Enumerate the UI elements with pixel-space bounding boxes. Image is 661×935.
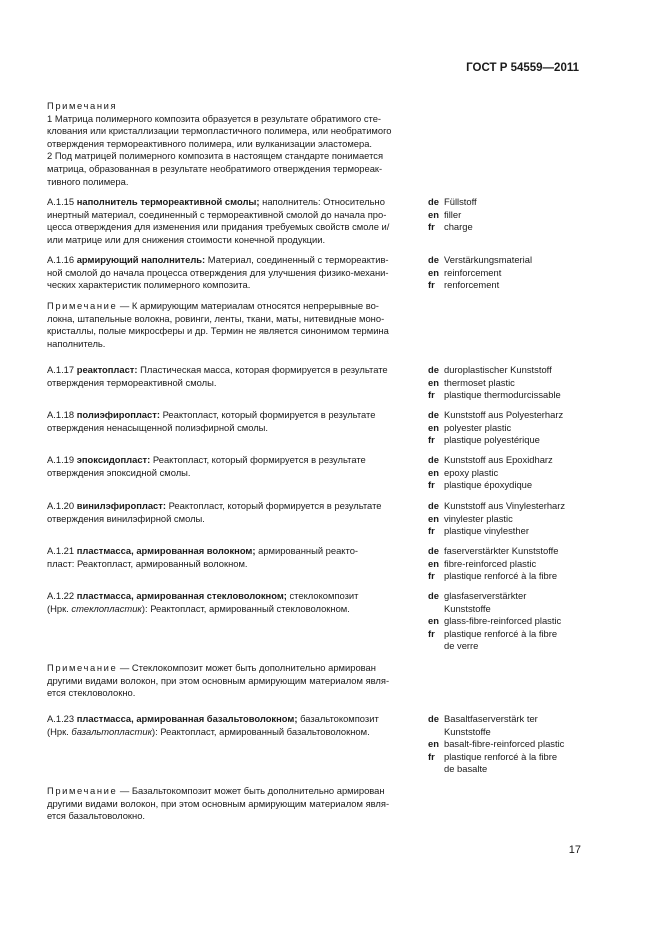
language-code: de: [428, 590, 439, 601]
term-line: А.1.18 полиэфиропласт: Реактопласт, который формируется в результате: [47, 409, 376, 420]
term-line: (Нрк. базальтопластик): Реактопласт, армированный базальтоволокном.: [47, 725, 370, 737]
term-line: цесса отверждения для изменения или придания требуемых свойств смоле и/: [47, 221, 390, 233]
term-a1-19: [47, 454, 417, 479]
translation-row: [428, 479, 603, 492]
term-name: армирующий наполнитель:: [76, 254, 206, 265]
translation-text: vinylester plastic: [444, 512, 513, 524]
language-code: fr: [428, 389, 435, 401]
note-line: Примечание — Стеклокомпозит может быть дополнительно армирован: [47, 662, 376, 673]
translation-text: de verre: [444, 640, 479, 652]
language-code: de: [428, 454, 439, 465]
language-code: fr: [428, 221, 435, 233]
language-code: en: [428, 421, 439, 433]
translation-row: [428, 434, 603, 447]
translation-text: de basalte: [444, 763, 488, 775]
translation-row: [428, 209, 603, 222]
translation-text: Kunststoffe: [444, 725, 491, 737]
term-line: А.1.22 пластмасса, армированная стекловолокном; стеклокомпозит: [47, 590, 359, 601]
language-code: fr: [428, 627, 435, 639]
translation-text: Füllstoff: [444, 196, 477, 207]
note-line: наполнитель.: [47, 337, 106, 349]
term-a1-22: [47, 590, 417, 615]
note-line: 1 Матрица полимерного композита образуется в результате обратимого сте-: [47, 112, 382, 124]
translation-row: [428, 640, 603, 653]
translation-text: glass-fibre-reinforced plastic: [444, 615, 562, 627]
term-line: А.1.19 эпоксидопласт: Реактопласт, который формируется в результате: [47, 454, 366, 465]
term-line: (Нрк. стеклопластик): Реактопласт, армированный стекловолокном.: [47, 602, 350, 614]
translation-row: [428, 615, 603, 628]
language-code: en: [428, 512, 439, 524]
translation-text: Kunststoff aus Epoxidharz: [444, 454, 553, 465]
translation-row: [428, 628, 603, 641]
language-code: de: [428, 713, 439, 724]
term-name: эпоксидопласт:: [76, 454, 151, 465]
translation-row: [428, 751, 603, 764]
term-a1-17: [47, 364, 417, 389]
term-name: наполнитель термореактивной смолы;: [76, 196, 260, 207]
language-code: en: [428, 208, 439, 220]
translation-row: [428, 467, 603, 480]
translation-text: duroplastischer Kunststoff: [444, 364, 552, 375]
notes-top: [47, 100, 417, 188]
translation-row: [428, 267, 603, 280]
translation-text: plastique renforcé à la fibre: [444, 750, 558, 762]
translation-text: fibre-reinforced plastic: [444, 557, 537, 569]
translation-text: filler: [444, 208, 462, 220]
translation-text: Kunststoff aus Polyesterharz: [444, 409, 564, 420]
term-line: ной смолой до начала процесса отверждения для улучшения физико-механи-: [47, 266, 389, 278]
translations-a1-15: [428, 196, 603, 234]
translation-row: [428, 570, 603, 583]
translation-text: charge: [444, 221, 473, 233]
document-id: ГОСТ Р 54559—2011: [466, 62, 579, 74]
language-code: [428, 640, 444, 653]
term-name: пластмасса, армированная базальтоволокном;: [76, 713, 298, 724]
note-line: ется стекловолокно.: [47, 687, 136, 699]
note-a1-23: [47, 785, 417, 823]
language-code: fr: [428, 434, 435, 446]
translation-text: faserverstärkter Kunststoffe: [444, 545, 559, 556]
term-line: отверждения термореактивной смолы.: [47, 376, 217, 388]
translation-row: [428, 196, 603, 209]
language-code: de: [428, 254, 439, 265]
term-line: отверждения винилэфирной смолы.: [47, 512, 205, 524]
language-code: fr: [428, 279, 435, 291]
term-a1-15: [47, 196, 417, 246]
language-code: en: [428, 557, 439, 569]
term-line: А.1.17 реактопласт: Пластическая масса, которая формируется в результате: [47, 364, 388, 375]
language-code: fr: [428, 525, 435, 537]
translation-row: [428, 500, 603, 513]
translation-text: thermoset plastic: [444, 376, 515, 388]
translation-text: Basaltfaserverstärk ter: [444, 713, 538, 724]
language-code: de: [428, 364, 439, 375]
language-code: en: [428, 376, 439, 388]
language-code: en: [428, 266, 439, 278]
term-a1-23: [47, 713, 417, 738]
term-name: полиэфиропласт:: [76, 409, 160, 420]
translation-text: plastique époxydique: [444, 479, 533, 491]
translations-a1-18: [428, 409, 603, 447]
term-line: ческих характеристик полимерного композита.: [47, 279, 251, 291]
term-line: инертный материал, соединенный с термореактивной смолой до начала про-: [47, 208, 387, 220]
translation-text: plastique renforcé à la fibre: [444, 570, 558, 582]
note-line: другими видами волокон, при этом основным армирующим материалом явля-: [47, 674, 390, 686]
note-line: ется базальтоволокно.: [47, 810, 146, 822]
note-line: клования или кристаллизации термопластичного полимера, или необратимого: [47, 125, 392, 137]
translation-text: plastique polyestérique: [444, 434, 540, 446]
note-line: тивного полимера.: [47, 175, 129, 187]
translations-a1-22: [428, 590, 603, 653]
language-code: de: [428, 409, 439, 420]
translation-text: polyester plastic: [444, 421, 512, 433]
language-code: en: [428, 738, 439, 750]
term-name: пластмасса, армированная стекловолокном;: [76, 590, 287, 601]
note-line: 2 Под матрицей полимерного композита в настоящем стандарте понимается: [47, 150, 384, 162]
note-line: Примечание — Базальтокомпозит может быть дополнительно армирован: [47, 785, 385, 796]
translation-row: [428, 454, 603, 467]
translation-text: plastique thermodurcissable: [444, 389, 561, 401]
language-code: de: [428, 545, 439, 556]
translation-row: [428, 525, 603, 538]
page-number: 17: [568, 844, 581, 856]
translation-text: basalt-fibre-reinforced plastic: [444, 738, 565, 750]
language-code: [428, 726, 444, 739]
note-line: другими видами волокон, при этом основным армирующим материалом явля-: [47, 797, 390, 809]
translation-text: Kunststoffe: [444, 602, 491, 614]
translation-row: [428, 377, 603, 390]
language-code: en: [428, 615, 439, 627]
language-code: fr: [428, 750, 435, 762]
translation-text: renforcement: [444, 279, 500, 291]
translations-a1-16: [428, 254, 603, 292]
translations-a1-19: [428, 454, 603, 492]
term-name: реактопласт:: [76, 364, 138, 375]
translation-row: [428, 422, 603, 435]
language-code: [428, 763, 444, 776]
term-a1-18: [47, 409, 417, 434]
notes-heading: Примечания: [47, 100, 118, 111]
term-line: отверждения ненасыщенной полиэфирной смолы.: [47, 421, 269, 433]
note-line: кристаллы, полые микросферы и др. Термин не является синонимом термина: [47, 325, 389, 337]
translation-text: epoxy plastic: [444, 466, 499, 478]
term-a1-16: [47, 254, 417, 292]
translation-row: [428, 726, 603, 739]
translation-row: [428, 389, 603, 402]
translation-row: [428, 763, 603, 776]
term-line: А.1.23 пластмасса, армированная базальтоволокном; базальтокомпозит: [47, 713, 379, 724]
term-line: А.1.16 армирующий наполнитель: Материал, соединенный с термореактив-: [47, 254, 389, 265]
translation-row: [428, 558, 603, 571]
term-line: А.1.20 винилэфиропласт: Реактопласт, который формируется в результате: [47, 500, 382, 511]
note-line: локна, штапельные волокна, ровинги, ленты, ткани, маты, нитевидные моно-: [47, 312, 385, 324]
translation-text: Kunststoff aus Vinylesterharz: [444, 500, 566, 511]
translations-a1-20: [428, 500, 603, 538]
language-code: de: [428, 196, 439, 207]
translation-row: [428, 713, 603, 726]
note-line: отверждения термореактивного полимера, или вулканизации эластомера.: [47, 137, 373, 149]
translation-text: glasfaserverstärkter: [444, 590, 527, 601]
term-name: винилэфиропласт:: [76, 500, 166, 511]
language-code: [428, 603, 444, 616]
translations-a1-21: [428, 545, 603, 583]
language-code: fr: [428, 570, 435, 582]
language-code: de: [428, 500, 439, 511]
note-a1-16: [47, 300, 417, 350]
language-code: en: [428, 466, 439, 478]
translation-row: [428, 364, 603, 377]
translation-text: plastique vinylesther: [444, 525, 529, 537]
translation-row: [428, 409, 603, 422]
term-line: А.1.21 пластмасса, армированная волокном; армированный реакто-: [47, 545, 359, 556]
note-line: матрица, образованная в результате необратимого отверждения термореак-: [47, 162, 383, 174]
translations-a1-17: [428, 364, 603, 402]
translation-text: reinforcement: [444, 266, 502, 278]
translation-row: [428, 545, 603, 558]
translation-row: [428, 738, 603, 751]
term-line: или матрице или для снижения стоимости конечной продукции.: [47, 233, 326, 245]
translation-row: [428, 603, 603, 616]
term-a1-20: [47, 500, 417, 525]
translation-row: [428, 590, 603, 603]
translation-text: Verstärkungsmaterial: [444, 254, 533, 265]
translation-row: [428, 254, 603, 267]
translation-row: [428, 513, 603, 526]
language-code: fr: [428, 479, 435, 491]
translation-row: [428, 221, 603, 234]
note-line: Примечание — К армирующим материалам относятся непрерывные во-: [47, 300, 379, 311]
translation-text: plastique renforcé à la fibre: [444, 627, 558, 639]
term-line: отверждения эпоксидной смолы.: [47, 466, 191, 478]
translation-row: [428, 279, 603, 292]
term-a1-21: [47, 545, 417, 570]
term-line: пласт: Реактопласт, армированный волокном.: [47, 557, 248, 569]
translations-a1-23: [428, 713, 603, 776]
term-name: пластмасса, армированная волокном;: [76, 545, 256, 556]
note-a1-22: [47, 662, 417, 700]
term-line: А.1.15 наполнитель термореактивной смолы; наполнитель: Относительно: [47, 196, 385, 207]
